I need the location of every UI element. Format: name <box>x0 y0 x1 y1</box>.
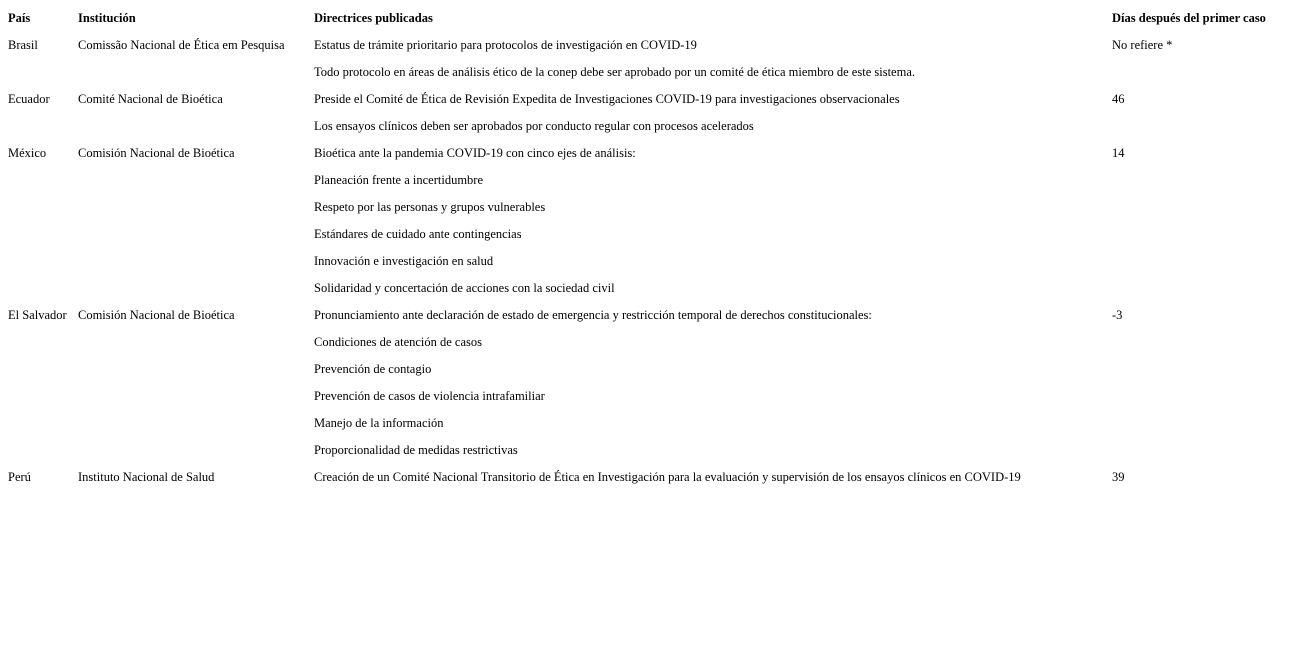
cell-pais <box>7 222 75 247</box>
cell-directriz: Prevención de contagio <box>314 362 432 376</box>
cell-dias <box>1111 330 1291 355</box>
cell-pais: El Salvador <box>8 308 67 322</box>
cell-directriz: Los ensayos clínicos deben ser aprobados por conducto regular con procesos acelerados <box>314 119 754 133</box>
cell-institucion: Comisión Nacional de Bioética <box>78 308 235 322</box>
cell-institucion <box>77 168 311 193</box>
cell-pais <box>7 411 75 436</box>
header-pais: País <box>8 11 31 25</box>
cell-pais <box>7 60 75 85</box>
table-row <box>7 60 1291 85</box>
cell-pais: Perú <box>8 470 31 484</box>
cell-directriz: Solidaridad y concertación de acciones con la sociedad civil <box>314 281 615 295</box>
cell-institucion <box>77 60 311 85</box>
table-row <box>7 168 1291 193</box>
table-row <box>7 249 1291 274</box>
table-row <box>7 411 1291 436</box>
header-institucion: Institución <box>78 11 136 25</box>
header-dias: Días después del primer caso <box>1112 11 1266 25</box>
table-row <box>7 33 1291 58</box>
guidelines-table <box>5 4 1293 492</box>
table-row <box>7 114 1291 139</box>
cell-directriz: Prevención de casos de violencia intrafamiliar <box>314 389 545 403</box>
cell-dias <box>1111 114 1291 139</box>
cell-institucion: Comisión Nacional de Bioética <box>78 146 235 160</box>
cell-dias <box>1111 357 1291 382</box>
cell-directriz: Preside el Comité de Ética de Revisión Expedita de Investigaciones COVID-19 para investigaciones observacionales <box>314 92 900 106</box>
cell-dias <box>1111 411 1291 436</box>
table-row <box>7 87 1291 112</box>
cell-institucion: Comissão Nacional de Ética em Pesquisa <box>78 38 285 52</box>
cell-dias <box>1111 168 1291 193</box>
cell-pais: Brasil <box>8 38 38 52</box>
cell-directriz: Creación de un Comité Nacional Transitorio de Ética en Investigación para la evaluación y supervisión de los ensayos clínicos en COVID-19 <box>314 470 1021 484</box>
cell-institucion <box>77 357 311 382</box>
cell-pais <box>7 168 75 193</box>
header-directrices: Directrices publicadas <box>314 11 433 25</box>
cell-dias: 14 <box>1112 146 1125 160</box>
table-header <box>7 6 1291 31</box>
cell-directriz: Todo protocolo en áreas de análisis ético de la conep debe ser aprobado por un comité de ética miembro de este sistema. <box>314 65 915 79</box>
table-row <box>7 141 1291 166</box>
cell-dias: No refiere * <box>1112 38 1173 52</box>
cell-directriz: Respeto por las personas y grupos vulnerables <box>314 200 546 214</box>
cell-directriz: Manejo de la información <box>314 416 444 430</box>
table-row <box>7 195 1291 220</box>
table-row <box>7 330 1291 355</box>
cell-institucion <box>77 222 311 247</box>
cell-institucion <box>77 249 311 274</box>
cell-pais <box>7 114 75 139</box>
cell-dias <box>1111 222 1291 247</box>
header-row <box>7 6 1291 31</box>
cell-directriz: Estatus de trámite prioritario para protocolos de investigación en COVID-19 <box>314 38 697 52</box>
cell-pais <box>7 357 75 382</box>
cell-directriz: Pronunciamiento ante declaración de estado de emergencia y restricción temporal de derechos constitucionales: <box>314 308 872 322</box>
table-row <box>7 357 1291 382</box>
cell-dias: 46 <box>1112 92 1125 106</box>
table-row <box>7 276 1291 301</box>
table-row <box>7 222 1291 247</box>
cell-directriz: Condiciones de atención de casos <box>314 335 483 349</box>
cell-pais <box>7 438 75 463</box>
cell-institucion <box>77 195 311 220</box>
cell-dias <box>1111 384 1291 409</box>
table-row <box>7 384 1291 409</box>
cell-dias <box>1111 195 1291 220</box>
cell-directriz: Proporcionalidad de medidas restrictivas <box>314 443 518 457</box>
cell-pais: México <box>8 146 47 160</box>
cell-directriz: Estándares de cuidado ante contingencias <box>314 227 522 241</box>
cell-dias <box>1111 438 1291 463</box>
cell-institucion <box>77 438 311 463</box>
table-row <box>7 465 1291 490</box>
table-row <box>7 303 1291 328</box>
cell-directriz: Bioética ante la pandemia COVID-19 con cinco ejes de análisis: <box>314 146 636 160</box>
cell-institucion <box>77 276 311 301</box>
cell-dias <box>1111 60 1291 85</box>
cell-pais <box>7 384 75 409</box>
cell-pais <box>7 195 75 220</box>
cell-institucion <box>77 330 311 355</box>
cell-directriz: Planeación frente a incertidumbre <box>314 173 484 187</box>
table-row <box>7 438 1291 463</box>
cell-pais <box>7 330 75 355</box>
cell-dias: -3 <box>1112 308 1123 322</box>
cell-dias <box>1111 249 1291 274</box>
cell-institucion <box>77 384 311 409</box>
cell-pais: Ecuador <box>8 92 50 106</box>
cell-institucion: Instituto Nacional de Salud <box>78 470 215 484</box>
cell-institucion <box>77 411 311 436</box>
cell-dias <box>1111 276 1291 301</box>
cell-directriz: Innovación e investigación en salud <box>314 254 494 268</box>
cell-dias: 39 <box>1112 470 1125 484</box>
cell-institucion: Comité Nacional de Bioética <box>78 92 223 106</box>
cell-institucion <box>77 114 311 139</box>
cell-pais <box>7 276 75 301</box>
cell-pais <box>7 249 75 274</box>
table-body <box>7 33 1291 490</box>
